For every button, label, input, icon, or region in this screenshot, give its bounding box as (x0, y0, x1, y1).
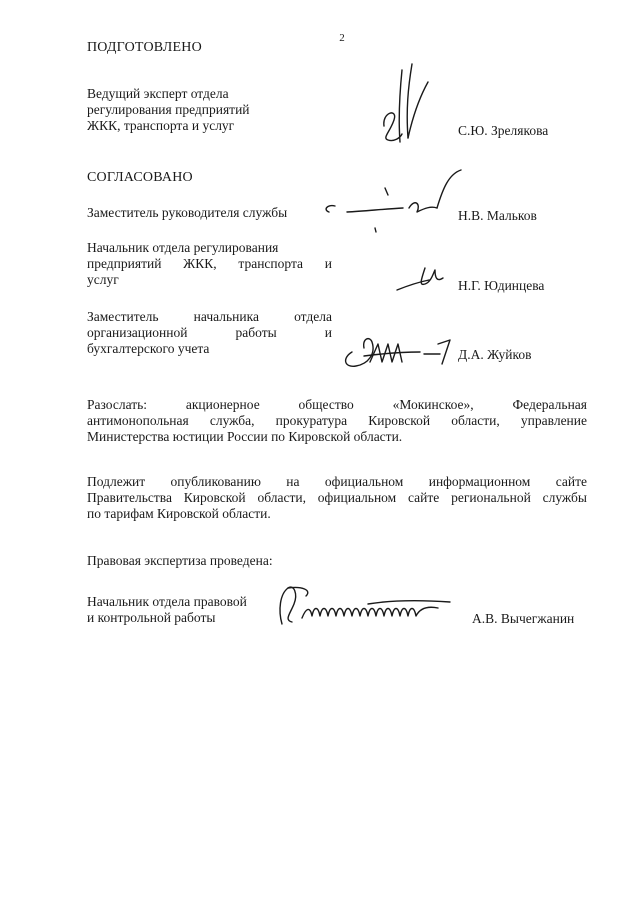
position-line: Заместитель руководителя службы (87, 205, 288, 220)
paragraph-line: Правительства Кировской области, официальном сайте региональной службы (87, 490, 587, 505)
prepared-heading: ПОДГОТОВЛЕНО (87, 40, 202, 55)
paragraph-line: Разослать: акционерное общество «Мокинское», Федеральная (87, 397, 587, 412)
position-line: Начальник отдела правовой (87, 594, 247, 609)
paragraph-line: по тарифам Кировской области. (87, 506, 271, 521)
signature-malkov (325, 168, 465, 238)
position-line: регулирования предприятий (87, 102, 250, 117)
paragraph-line: Министерства юстиции России по Кировской области. (87, 429, 403, 444)
position-line: бухгалтерского учета (87, 341, 210, 356)
position-line: Начальник отдела регулирования (87, 240, 279, 255)
signatory-malkov-name: Н.В. Мальков (458, 208, 537, 223)
signature-vychegzhanin (272, 580, 462, 640)
position-line: ЖКК, транспорта и услуг (87, 118, 235, 133)
signatory-yudintseva-name: Н.Г. Юдинцева (458, 278, 545, 293)
distribution-list (87, 397, 587, 445)
position-line: Заместитель начальника отдела (87, 309, 332, 324)
signature-zrelyakova (378, 60, 438, 150)
position-line: Ведущий эксперт отдела (87, 86, 229, 101)
page-number: 2 (339, 32, 345, 44)
legal-review-name: А.В. Вычегжанин (472, 611, 575, 626)
signatory-malkov-position (87, 205, 332, 221)
legal-review-statement: Правовая экспертиза проведена: (87, 553, 273, 568)
prepared-name: С.Ю. Зрелякова (458, 123, 549, 138)
signature-yudintseva (395, 260, 455, 300)
agreed-heading: СОГЛАСОВАНО (87, 170, 193, 185)
position-line: услуг (87, 272, 119, 287)
signature-zhuikov (340, 328, 460, 372)
prepared-position (87, 86, 332, 134)
position-line: организационной работы и (87, 325, 332, 340)
position-line: и контрольной работы (87, 610, 216, 625)
signatory-zhuikov-position (87, 309, 332, 357)
signatory-zhuikov-name: Д.А. Жуйков (458, 347, 532, 362)
position-line: предприятий ЖКК, транспорта и (87, 256, 332, 271)
paragraph-line: антимонопольная служба, прокуратура Кировской области, управление (87, 413, 587, 428)
paragraph-line: Подлежит опубликованию на официальном информационном сайте (87, 474, 587, 489)
publication-note (87, 474, 587, 522)
signatory-yudintseva-position (87, 240, 332, 288)
